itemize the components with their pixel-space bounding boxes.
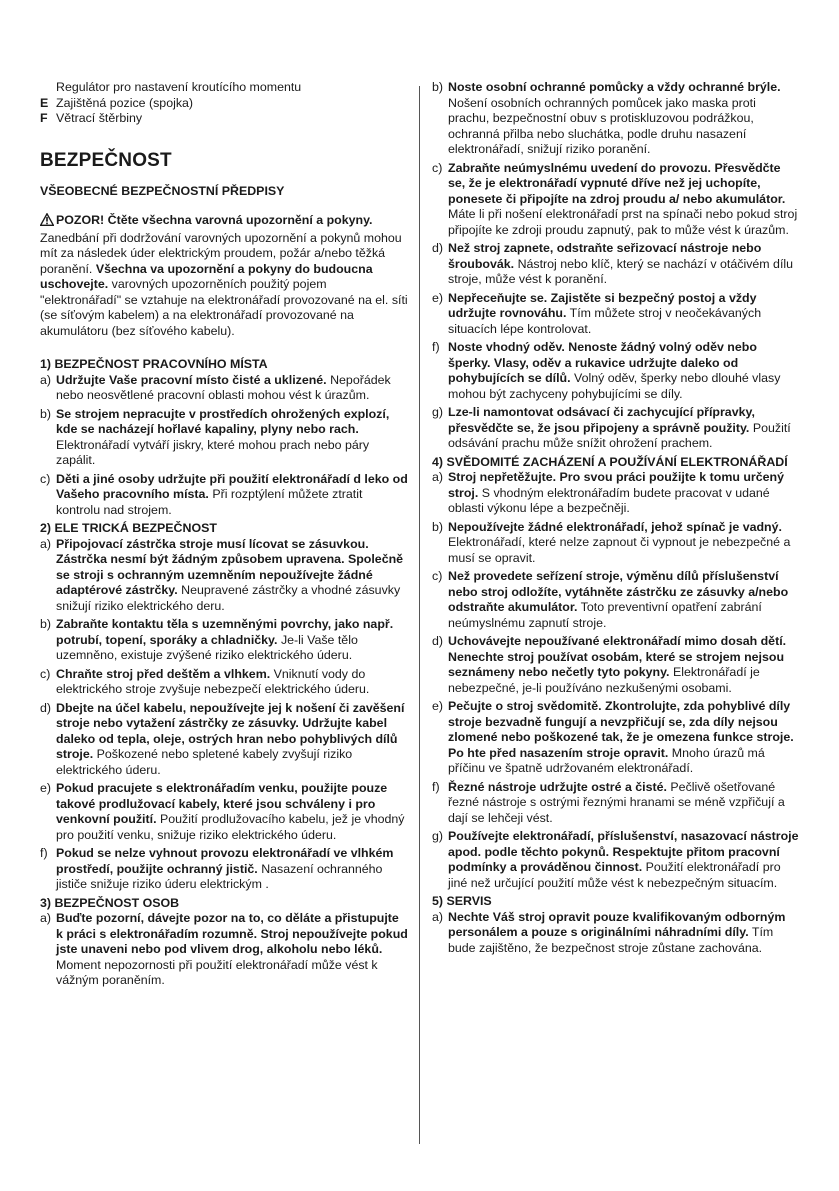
- section-heading: 5) SERVIS: [432, 894, 492, 908]
- rule-body: [448, 291, 799, 338]
- rule-body: [56, 617, 408, 664]
- rule-body: [448, 340, 799, 402]
- legend-key: E: [40, 95, 49, 110]
- keep-instructions-note: Všechna va upozornění a pokyny do budoucna uschovejte.: [40, 261, 373, 291]
- rule-key: e): [40, 781, 52, 795]
- rule-item: [432, 340, 799, 402]
- rule-body: [448, 780, 799, 827]
- rule-bold-text: Nechte Váš stroj opravit pouze kvalifikovaným odborným personálem a pouze s originálními náhradními díly.: [448, 909, 786, 939]
- rule-bold-text: Se strojem nepracujte v prostředích ohrožených explozí, kde se nacházejí hořlavé kapaliny, plyny nebo rach.: [56, 406, 390, 436]
- right-rules-list: [432, 80, 799, 956]
- rule-key: e): [432, 699, 444, 713]
- legend-item: [40, 111, 408, 127]
- rule-item: [432, 161, 799, 239]
- rule-bold-text: Nepřeceňujte se. Zajistěte si bezpečný postoj a vždy udržujte rovnováhu.: [448, 290, 757, 320]
- rule-item: [40, 667, 408, 698]
- rule-bold-text: Noste osobní ochranné pomůcky a vždy ochranné brýle.: [448, 80, 781, 94]
- warning-heading: POZOR! Čtěte všechna varovná upozornění a pokyny.: [56, 213, 373, 227]
- rule-body: [448, 634, 799, 696]
- rule-bold-text: Připojovací zástrčka stroje musí lícovat se zásuvkou. Zástrčka nesmí být žádným způsobem upravena. Společně se stroji s ochranným uzemněním nepoužívejte žádné adaptérové zástrčky.: [56, 536, 404, 597]
- rule-item: [432, 80, 799, 158]
- rule-bold-text: Buďte pozorní, dávejte pozor na to, co děláte a přistupujte k práci s elektronářadím rozumně. Stroj nepoužívejte pokud jste unaveni nebo pod vlivem drog, alkoholu nebo léků.: [56, 911, 408, 956]
- rule-key: b): [40, 617, 52, 631]
- rule-bold-text: Lze-li namontovat odsávací či zachycující přípravky, přesvědčte se, že jsou připojeny a správně použity.: [448, 405, 755, 435]
- warning-triangle-icon: [40, 213, 54, 231]
- rule-key: a): [432, 909, 444, 924]
- rule-bold-text: Než provedete seřízení stroje, výměnu dílů příslušenství nebo stroj odložíte, vytáhněte zástrčku ze zásuvky a/nebo odstraňte akumulátor.: [448, 569, 789, 614]
- rule-key: a): [40, 372, 52, 387]
- section-heading: 2) ELE TRICKÁ BEZPEČNOST: [40, 521, 217, 535]
- rule-bold-text: Děti a jiné osoby udržujte při použití elektronářadí d leko od Vašeho pracovního místa.: [56, 471, 408, 501]
- rule-key: f): [40, 846, 48, 860]
- rule-key: c): [40, 666, 51, 681]
- rule-key: a): [40, 911, 52, 925]
- rule-key: c): [432, 160, 443, 175]
- rule-bold-text: Pokud se nelze vyhnout provozu elektronářadí ve vlhkém prostředí, použijte ochranný jistič.: [56, 846, 394, 876]
- left-rules-list: [40, 357, 408, 989]
- rule-key: d): [432, 634, 444, 648]
- rule-bold-text: Než stroj zapnete, odstraňte seřizovací nástroje nebo šroubovák.: [448, 241, 762, 271]
- rule-item: [40, 617, 408, 664]
- rule-item: [40, 472, 408, 519]
- rule-item: [432, 699, 799, 777]
- rule-bold-text: Noste vhodný oděv. Nenoste žádný volný oděv nebo šperky. Vlasy, oděv a rukavice udržujte daleko od pohybujících se dílů.: [448, 340, 757, 385]
- rule-item: [432, 780, 799, 827]
- rule-item: [432, 634, 799, 696]
- rule-body: [448, 80, 799, 158]
- rule-body: [56, 701, 408, 779]
- rule-text: Toto preventivní opatření zabrání neúmyslnému zapnutí stroje.: [448, 600, 762, 630]
- rule-key: f): [432, 340, 440, 354]
- rule-item: [432, 910, 799, 957]
- rule-item: [432, 291, 799, 338]
- rule-body: [56, 846, 408, 893]
- rule-body: [448, 829, 799, 891]
- rule-bold-text: Pečujte o stroj svědomitě. Zkontrolujte, zda pohyblivé díly stroje bezvadně fungují a nevzpřičují se, zda díly nejsou zlomené nebo poškozené tak, že je omezena funkce stroje. Po hte před nasazením stroje opravit.: [448, 699, 794, 760]
- rule-text: Elektronářadí, které nelze zapnout či vypnout je nebezpečné a musí se opravit.: [448, 535, 791, 565]
- rule-text: Nošení osobních ochranných pomůcek jako maska proti prachu, bezpečnostní obuv s protiskluzovou podrážkou, ochranná přilba nebo sluchátka, podle druhu nasazení elektronářadí, snižují riziko poranění.: [448, 95, 756, 156]
- legend-text: Zajištěná pozice (spojka): [56, 95, 194, 110]
- rule-body: [56, 472, 408, 519]
- rule-item: [40, 781, 408, 843]
- rule-key: b): [432, 80, 444, 94]
- legend-item: [40, 96, 408, 112]
- rule-body: [448, 241, 799, 288]
- rule-bold-text: Zabraňte kontaktu těla s uzemněnými povrchy, jako např. potrubí, topení, sporáky a chladničky.: [56, 617, 394, 647]
- rule-text: Moment nepozornosti při použití elektronářadí může vést k vážným poraněním.: [56, 957, 378, 987]
- intro-paragraph: [40, 213, 408, 339]
- rule-text: Tím bude zajištěno, že bezpečnost stroje zůstane zachována.: [448, 925, 774, 955]
- rule-bold-text: Používejte elektronářadí, příslušenství, nasazovací nástroje apod. podle těchto pokynů. Respektujte přitom pracovní podmínky a prováděnou činnost.: [448, 829, 799, 874]
- rule-body: [448, 161, 799, 239]
- rule-key: d): [432, 241, 444, 255]
- rule-item: [432, 569, 799, 631]
- rule-body: [448, 520, 799, 567]
- rule-text: Máte li při nošení elektronářadí prst na spínači nebo pokud stroj připojíte ke zdroji proudu zapnutý, pak to může vést k úrazům.: [448, 207, 798, 237]
- rule-bold-text: Chraňte stroj před deštěm a vlhkem.: [56, 666, 271, 681]
- rule-bold-text: Dbejte na účel kabelu, nepoužívejte jej k nošení či zavěšení stroje nebo vytažení zástrčky ze zásuvky. Udržujte kabel daleko od tepla, oleje, ostrých hran nebo pohyblivých dílů stroje.: [56, 700, 405, 761]
- rule-key: c): [432, 569, 443, 583]
- rule-bold-text: Pokud pracujete s elektronářadím venku, použijte pouze takové prodlužovací kabely, které jsou schváleny i pro venkovní použití.: [56, 781, 388, 826]
- rule-bold-text: Zabraňte neúmyslnému uvedení do provozu. Přesvědčte se, že je elektronářadí vypnuté dříve než jej uchopíte, ponesete či připojíte na zdroj proudu a/ nebo akumulátor.: [448, 160, 786, 206]
- rule-bold-text: Stroj nepřetěžujte. Pro svou práci použijte k tomu určený stroj.: [448, 470, 784, 500]
- term-definition: varovných upozorněních použitý pojem "elektronářadí" se vztahuje na elektronářadí provozované na el. síti (se síťovým kabelem) a na elektronářadí provozované na akumulátoru (bez síťového kabelu).: [40, 277, 408, 338]
- rule-text: Použití prodlužovacího kabelu, jež je vhodný pro použití venku, snižuje riziko elektrického úderu.: [56, 812, 405, 842]
- rule-body: [448, 470, 799, 517]
- rule-bold-text: Uchovávejte nepoužívané elektronářadí mimo dosah dětí. Nenechte stroj používat osobám, které se strojem nejsou seznámeny nebo nečetly tyto pokyny.: [448, 634, 787, 679]
- rule-key: f): [432, 779, 440, 794]
- rule-body: [56, 667, 408, 698]
- warning-text: Zanedbání při dodržování varovných upozornění a pokynů mohou mít za následek úder elektrickým proudem, požár a/nebo těžká poranění.: [40, 230, 402, 276]
- rule-bold-text: Řezné nástroje udržujte ostré a čisté.: [448, 779, 667, 794]
- rule-key: g): [432, 405, 444, 419]
- legend-text: Větrací štěrbiny: [56, 111, 143, 125]
- legend-key: [40, 80, 56, 96]
- rule-item: [432, 405, 799, 452]
- section-subtitle: VŠEOBECNÉ BEZPEČNOSTNÍ PŘEDPISY: [40, 183, 285, 198]
- rule-body: [448, 699, 799, 777]
- rule-text: Elektronářadí je nebezpečné, je-li používáno nezkušenými osobami.: [448, 665, 760, 695]
- rule-text: Mnoho úrazů má příčinu ve špatně udržovaném elektronářadí.: [448, 745, 765, 775]
- rule-body: [56, 407, 408, 469]
- rule-body: [448, 405, 799, 452]
- rule-bold-text: Udržujte Vaše pracovní místo čisté a uklizené.: [56, 372, 327, 387]
- rule-text: Je-li Vaše tělo uzemněno, existuje zvýšené riziko elektrického úderu.: [56, 632, 358, 662]
- column-divider: [419, 86, 420, 1144]
- parts-legend: [40, 80, 408, 127]
- right-column: [432, 80, 799, 959]
- rule-key: a): [432, 470, 444, 484]
- legend-text: Regulátor pro nastavení kroutícího momentu: [56, 80, 302, 94]
- rule-item: [40, 407, 408, 469]
- rule-item: [40, 537, 408, 615]
- legend-key: F: [40, 111, 48, 125]
- rule-item: [432, 520, 799, 567]
- rule-text: S vhodným elektronářadím budete pracovat v udané oblasti výkonu lépe a bezpečněji.: [448, 485, 770, 515]
- rule-text: Při rozptýlení můžete ztratit kontrolu nad strojem.: [56, 487, 363, 517]
- page-title: BEZPEČNOST: [40, 149, 172, 171]
- rule-key: g): [432, 829, 444, 843]
- rule-key: c): [40, 471, 51, 486]
- rule-item: [432, 470, 799, 517]
- rule-item: [432, 829, 799, 891]
- rule-text: Poškozené nebo spletené kabely zvyšují riziko elektrického úderu.: [56, 747, 353, 777]
- rule-text: Volný oděv, šperky nebo dlouhé vlasy mohou být zachyceny pohybujícími se díly.: [448, 371, 781, 401]
- rule-item: [432, 241, 799, 288]
- rule-text: Nasazení ochranného jističe snižuje riziko úderu elektrickým .: [56, 861, 383, 891]
- section-heading: 4) SVĚDOMITÉ ZACHÁZENÍ A POUŽÍVÁNÍ ELEKTRONÁŘADÍ: [432, 454, 788, 469]
- rule-text: Použití odsávání prachu může snížit ohrožení prachem.: [448, 420, 791, 450]
- rule-text: Nepořádek nebo neosvětlené pracovní oblasti mohou vést k úrazům.: [56, 372, 391, 402]
- rule-text: Vniknutí vody do elektrického stroje zvyšuje nebezpečí elektrického úderu.: [56, 666, 370, 696]
- legend-item: [40, 80, 408, 96]
- rule-item: [40, 911, 408, 989]
- rule-body: [56, 911, 408, 989]
- rule-text: Pečlivě ošetřované řezné nástroje s ostrými řeznými hranami se méně vzpřičují a dají se lehčeji vést.: [448, 779, 785, 825]
- rule-text: Použití elektronářadí pro jiné než určující použití může vést k nebezpečným situacím.: [448, 860, 781, 890]
- section-heading: 1) BEZPEČNOST PRACOVNÍHO MÍSTA: [40, 357, 268, 371]
- rule-text: Neupravené zástrčky a vhodné zásuvky snižují riziko elektrického deru.: [56, 583, 401, 613]
- rule-bold-text: Nepoužívejte žádné elektronářadí, jehož spínač je vadný.: [448, 519, 782, 534]
- rule-text: Tím můžete stroj v neočekávaných situacích lépe kontrolovat.: [448, 306, 762, 336]
- rule-body: [56, 373, 408, 404]
- rule-item: [40, 701, 408, 779]
- rule-key: b): [432, 519, 444, 534]
- rule-key: b): [40, 406, 52, 421]
- section-heading: 3) BEZPEČNOST OSOB: [40, 895, 180, 910]
- rule-body: [448, 910, 799, 957]
- rule-body: [56, 781, 408, 843]
- left-column: [40, 80, 408, 992]
- rule-item: [40, 846, 408, 893]
- rule-text: Nástroj nebo klíč, který se nachází v otáčivém dílu stroje, může vést k poranění.: [448, 256, 794, 286]
- rule-key: a): [40, 536, 52, 551]
- rule-text: Elektronářadí vytváří jiskry, které mohou prach nebo páry zapálit.: [56, 437, 370, 467]
- rule-key: e): [432, 290, 444, 305]
- rule-body: [448, 569, 799, 631]
- rule-key: d): [40, 700, 52, 715]
- rule-item: [40, 373, 408, 404]
- rule-body: [56, 537, 408, 615]
